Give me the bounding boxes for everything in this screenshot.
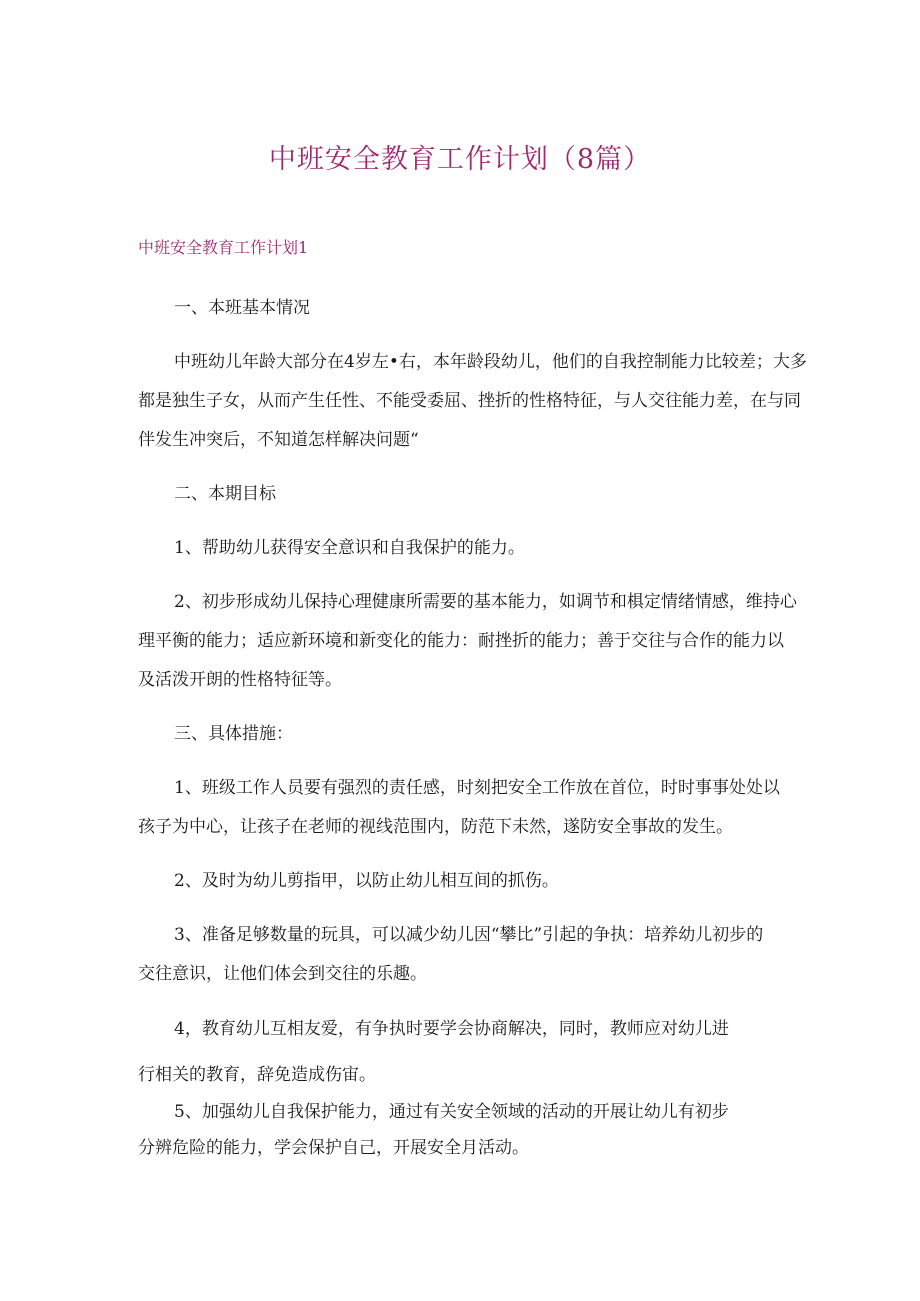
heading-basic-situation: 一、本班基本情况 xyxy=(174,298,310,318)
paragraph-line: 3、准备足够数量的玩具，可以减少幼儿因“攀比”引起的争执：培养幼儿初步的 xyxy=(174,925,764,945)
paragraph-line: 及活泼开朗的性格特征等。 xyxy=(138,670,342,690)
paragraph-line: 1、帮助幼儿获得安全意识和自我保护的能力。 xyxy=(174,538,525,558)
paragraph-line: 交往意识，让他们体会到交往的乐趣。 xyxy=(138,964,427,984)
paragraph-line: 4，教育幼儿互相友爱，有争执时要学会协商解决，同时，教师应对幼儿进 xyxy=(174,1019,729,1039)
paragraph-line: 2、初步形成幼儿保持心理健康所需要的基本能力，如调节和椇定情绪情感，维持心 xyxy=(174,592,797,612)
paragraph-line: 中班幼儿年龄大部分在4岁左•右，本年龄段幼儿，他们的自我控制能力比较差；大多 xyxy=(174,352,807,372)
paragraph-line: 理平衡的能力；适应新环境和新变化的能力：耐挫折的能力；善于交往与合作的能力以 xyxy=(138,631,784,651)
section-title: 中班安全教育工作计划1 xyxy=(138,238,309,257)
paragraph-line: 1、班级工作人员要有强烈的责任感，时刻把安全工作放在首位，时时事事处处以 xyxy=(174,778,780,798)
paragraph-line: 孩子为中心，让孩子在老师的视线范围内，防范下未然，遂防安全事故的发生。 xyxy=(138,817,733,837)
heading-period-goals: 二、本期目标 xyxy=(174,484,276,504)
paragraph-line: 行相关的教育，辞免造成伤宙。 xyxy=(138,1065,376,1085)
paragraph-line: 5、加强幼儿自我保护能力，通过有关安全领域的活动的开展让幼儿有初步 xyxy=(174,1102,729,1122)
paragraph-line: 分辨危险的能力，学会保护自己，开展安全月活动。 xyxy=(138,1138,529,1158)
paragraph-line: 2、及时为幼儿剪指甲，以防止幼儿相互间的抓伤。 xyxy=(174,871,559,891)
heading-measures: 三、具体措施： xyxy=(174,724,293,744)
paragraph-line: 都是独生子女，从而产生任性、不能受委屈、挫折的性格特征，与人交往能力差，在与同 xyxy=(138,391,801,411)
document-title: 中班安全教育工作计划（8篇） xyxy=(268,144,652,175)
paragraph-line: 伴发生冲突后，不知道怎样解决问题“ xyxy=(138,430,419,450)
